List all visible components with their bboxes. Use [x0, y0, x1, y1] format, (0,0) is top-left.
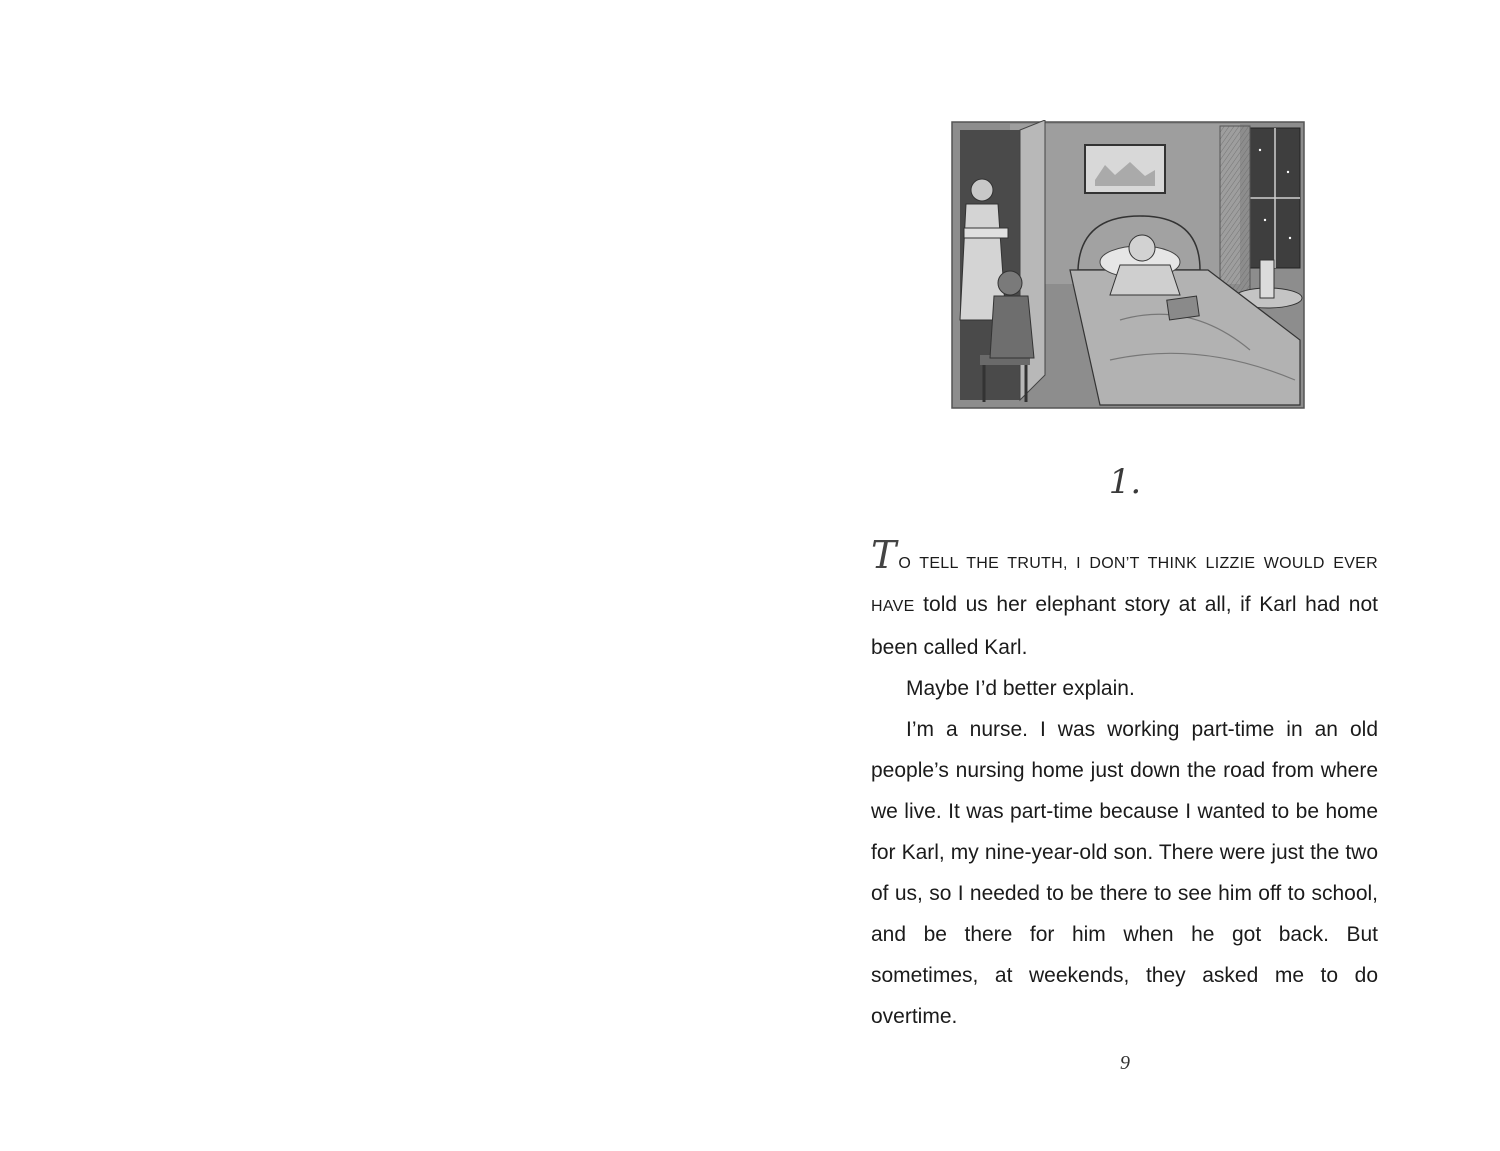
woman-figure	[971, 179, 993, 201]
opening-smallcaps: O TELL THE TRUTH, I DON’T THINK LIZZIE WOULD EVER HAVE	[871, 555, 1378, 615]
right-page	[750, 0, 1500, 1151]
page-number: 9	[1120, 1052, 1130, 1074]
boy-figure	[998, 271, 1022, 295]
drop-cap: T	[871, 533, 897, 577]
chapter-number: 1.	[1108, 462, 1142, 502]
bed-occupant-figure	[1129, 235, 1155, 261]
paragraph-3: I’m a nurse. I was working part-time in an old people’s nursing home just down the road from where we live. It was part-time because I wanted to be home for Karl, my nine-year-old son. There were just the two of us, so I needed to be there to see him off to school, and be there for him when he got back. But sometimes, at weekends, they asked me to do overtime.	[871, 718, 1378, 1028]
paragraph-2: Maybe I’d better explain.	[906, 677, 1135, 700]
paragraph-1-text: told us her elephant story at all, if Karl had not been called Karl.	[871, 593, 1378, 659]
body-text	[871, 533, 1378, 1037]
bedroom-scene-illustration	[950, 120, 1306, 410]
paragraph-1	[871, 533, 1378, 668]
